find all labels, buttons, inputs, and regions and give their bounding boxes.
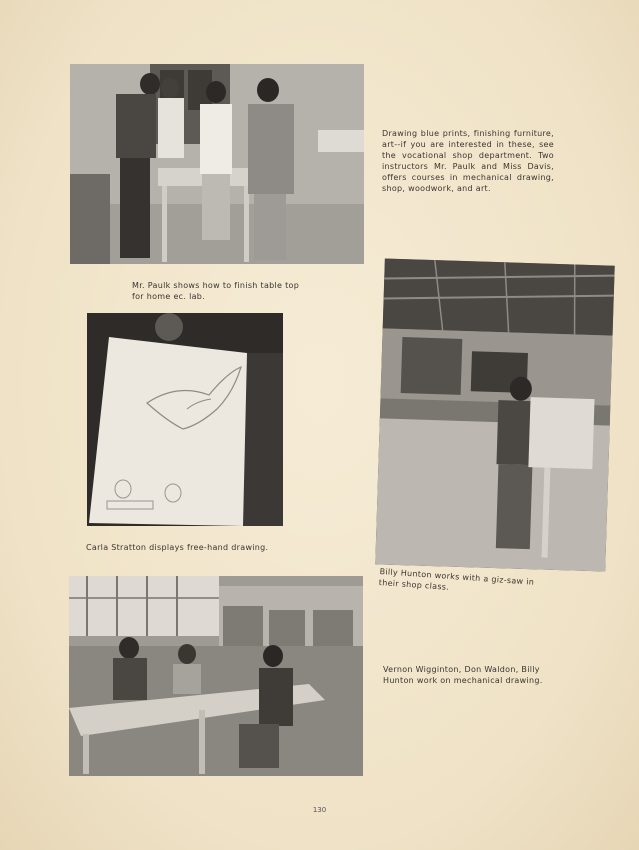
photo-table-finishing: [70, 64, 364, 264]
caption-paulk: Mr. Paulk shows how to finish table top for home ec. lab.: [132, 281, 300, 301]
photo-jig-saw: [375, 258, 614, 571]
photo-mechanical-drawing: [69, 576, 363, 776]
caption-hunton: Billy Hunton works with a giz-saw in their shop class.: [378, 566, 535, 592]
photo-eagle-drawing: [87, 313, 283, 526]
caption-stratton: Carla Stratton displays free-hand drawing.: [86, 543, 269, 552]
intro-caption: Drawing blue prints, finishing furniture, art--if you are interested in these, see the vocational shop department. Two instructors Mr. Paulk and Miss Davis, offers courses in mechanical drawing, shop, woodwork, and art.: [382, 129, 554, 193]
caption-mechanical: Vernon Wigginton, Don Waldon, Billy Hunton work on mechanical drawing.: [383, 665, 543, 685]
page-number: 130: [312, 806, 327, 814]
